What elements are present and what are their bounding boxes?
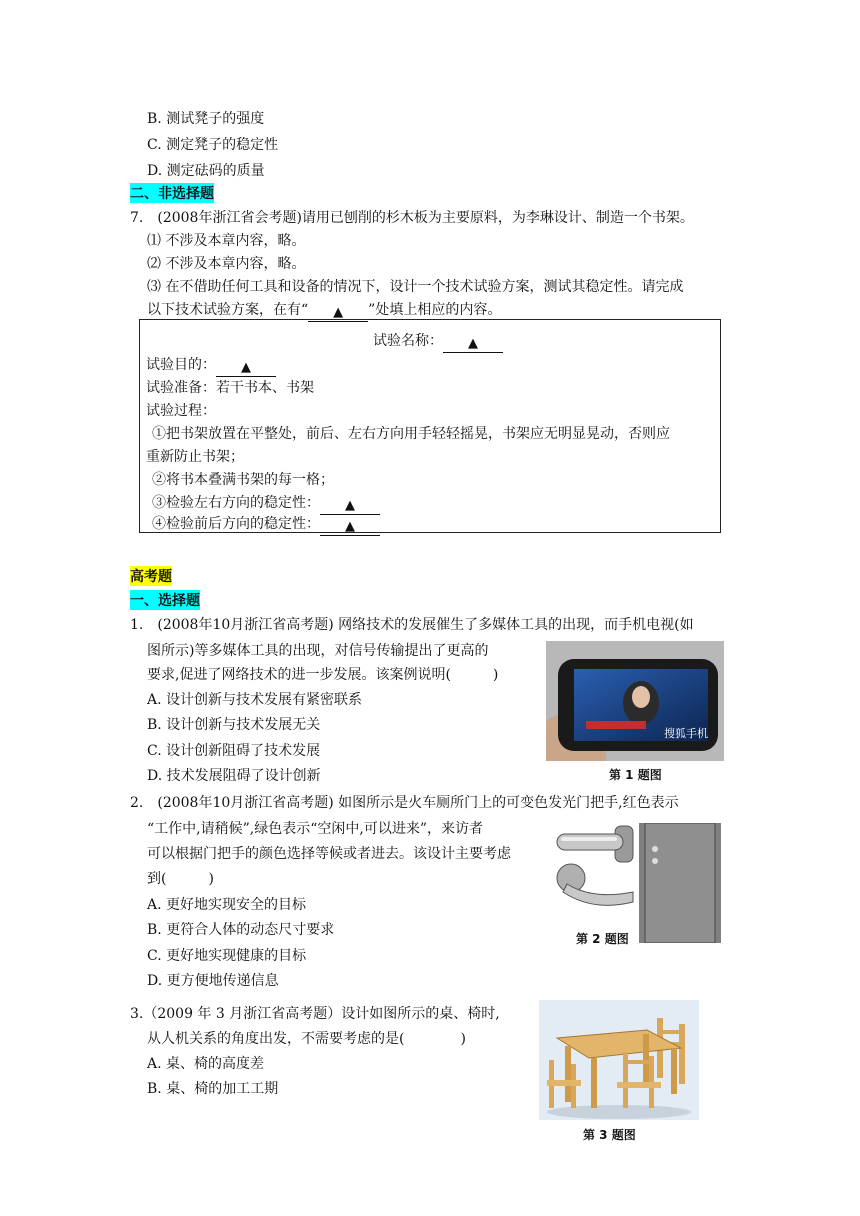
q2-option-b: B. 更符合人体的动态尺寸要求 xyxy=(147,922,335,938)
experiment-name: 试验名称： ▲ xyxy=(373,330,503,353)
experiment-plan-box xyxy=(139,319,721,533)
q3-option-a: A. 桌、椅的高度差 xyxy=(147,1056,265,1072)
q1-option-c: C. 设计创新阻碍了技术发展 xyxy=(147,743,321,759)
experiment-purpose: 试验目的： ▲ xyxy=(146,354,276,377)
q2-figure-door xyxy=(639,823,721,943)
experiment-step3: ③检验左右方向的稳定性： ▲ xyxy=(152,492,380,515)
q2-caption: 第 2 题图 xyxy=(576,932,629,946)
q1-option-b: B. 设计创新与技术发展无关 xyxy=(147,717,321,733)
q2-option-d: D. 更方便地传递信息 xyxy=(147,973,279,989)
q2-figure-door-handles xyxy=(553,822,637,917)
q1-option-a: A. 设计创新与技术发展有紧密联系 xyxy=(147,692,363,708)
experiment-step4: ④检验前后方向的稳定性： ▲ xyxy=(152,513,380,536)
answer-blank-step3[interactable]: ▲ xyxy=(320,499,380,515)
q2-line2: “工作中,请稍候”,绿色表示“空闲中,可以进来”，来访者 xyxy=(147,821,483,837)
q1-option-d: D. 技术发展阻碍了设计创新 xyxy=(147,768,321,784)
answer-blank-name[interactable]: ▲ xyxy=(443,337,503,353)
q7-stem: 7. (2008年浙江省会考题)请用已刨削的杉木板为主要原料，为李琳设计、制造一个书架。 xyxy=(130,210,694,226)
q2-line4: 到( ) xyxy=(147,871,214,887)
q2-line3: 可以根据门把手的颜色选择等候或者进去。该设计主要考虑 xyxy=(147,846,511,862)
answer-blank-purpose[interactable]: ▲ xyxy=(216,361,276,377)
q3-line2: 从人机关系的角度出发，不需要考虑的是( ) xyxy=(147,1031,466,1047)
experiment-step1-cont: 重新防止书架； xyxy=(146,449,244,465)
option-d: D. 测定砝码的质量 xyxy=(147,163,265,179)
q1-line3: 要求,促进了网络技术的进一步发展。该案例说明( ) xyxy=(147,667,499,683)
q2-option-a: A. 更好地实现安全的目标 xyxy=(147,897,307,913)
q3-figure-table-chairs xyxy=(539,1000,699,1120)
q3-line1: 3.（2009 年 3 月浙江省高考题）设计如图所示的桌、椅时, xyxy=(130,1006,500,1022)
q1-figure-phone-tv xyxy=(546,641,724,761)
q7-sub3-line2: 以下技术试验方案，在有“ ▲ ”处填上相应的内容。 xyxy=(147,302,502,320)
section-heading-choice: 一、选择题 xyxy=(130,590,200,610)
q2-option-c: C. 更好地实现健康的目标 xyxy=(147,948,307,964)
answer-blank-step4[interactable]: ▲ xyxy=(320,520,380,536)
phone-screen-text: 搜狐手机 xyxy=(664,727,708,740)
q2-line1: 2. (2008年10月浙江省高考题) 如图所示是火车厕所门上的可变色发光门把手,红色表示 xyxy=(130,795,679,811)
option-b: B. 测试凳子的强度 xyxy=(147,111,265,127)
q7-sub2: ⑵ 不涉及本章内容，略。 xyxy=(147,256,306,272)
section-heading-gaokao: 高考题 xyxy=(130,566,172,586)
option-c: C. 测定凳子的稳定性 xyxy=(147,137,279,153)
experiment-prep: 试验准备：若干书本、书架 xyxy=(146,380,314,396)
q3-option-b: B. 桌、椅的加工工期 xyxy=(147,1081,279,1097)
experiment-step1: ①把书架放置在平整处，前后、左右方向用手轻轻摇晃，书架应无明显晃动，否则应 xyxy=(152,426,670,442)
section-heading-nonchoice: 二、非选择题 xyxy=(130,183,214,203)
answer-blank[interactable]: ▲ xyxy=(308,306,368,322)
experiment-step2: ②将书本叠满书架的每一格； xyxy=(152,472,334,488)
experiment-process-label: 试验过程： xyxy=(146,403,216,419)
q3-caption: 第 3 题图 xyxy=(583,1128,636,1142)
q1-line1: 1. (2008年10月浙江省高考题) 网络技术的发展催生了多媒体工具的出现，而手机电视(如 xyxy=(130,617,694,633)
q7-sub3-line1: ⑶ 在不借助任何工具和设备的情况下，设计一个技术试验方案，测试其稳定性。请完成 xyxy=(147,279,684,295)
q7-sub1: ⑴ 不涉及本章内容，略。 xyxy=(147,233,306,249)
q1-caption: 第 1 题图 xyxy=(609,768,662,782)
q1-line2: 图所示)等多媒体工具的出现，对信号传输提出了更高的 xyxy=(147,643,489,659)
